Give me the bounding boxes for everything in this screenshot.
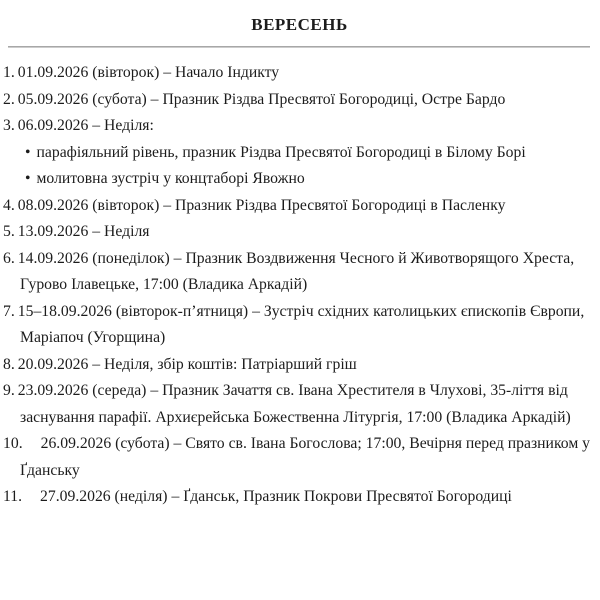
- bullet-item: [3, 140, 592, 167]
- list-item: [3, 60, 592, 87]
- list-item: [3, 87, 592, 114]
- list-item: [3, 193, 592, 220]
- bullet-text: парафіяльний рівень, празник Різдва Пресвятої Богородиці в Білому Борі: [36, 143, 526, 161]
- item-text: 08.09.2026 (вівторок) – Празник Різдва Пресвятої Богородиці в Пасленку: [17, 196, 506, 214]
- title-divider: [8, 46, 590, 48]
- item-number: 5.: [3, 223, 15, 240]
- item-number: 8.: [3, 355, 15, 373]
- item-number: 6.: [3, 249, 15, 267]
- event-list: [3, 60, 596, 511]
- list-item: [3, 299, 592, 352]
- item-text: 15–18.09.2026 (вівторок-п’ятниця) – Зустріч східних католицьких єпископів Європи, Маріапоч (Угорщина): [17, 302, 585, 346]
- item-text: 13.09.2026 – Неділя: [17, 223, 150, 240]
- item-number: 9.: [3, 382, 15, 399]
- list-item: [3, 378, 592, 431]
- list-item: [3, 113, 592, 140]
- list-item: [3, 246, 592, 299]
- list-item: [3, 484, 592, 511]
- item-text: 14.09.2026 (понеділок) – Празник Воздвиження Чесного й Животворящого Хреста, Гурово Ілавецьке, 17:00 (Владика Аркадій): [17, 249, 575, 293]
- item-text: 01.09.2026 (вівторок) – Начало Індикту: [17, 64, 280, 81]
- list-item: [3, 352, 592, 379]
- item-text: 27.09.2026 (неділя) – Ґданськ, Празник Покрови Пресвятої Богородиці: [40, 488, 512, 505]
- item-number: 2.: [3, 90, 15, 108]
- item-text: 06.09.2026 – Неділя:: [17, 117, 154, 134]
- item-text: 23.09.2026 (середа) – Празник Зачаття св. Івана Хрестителя в Члухові, 35-ліття від заснування парафії. Архиєрейська Божественна Літургія, 17:00 (Владика Аркадій): [17, 382, 571, 426]
- item-number: 3.: [3, 117, 15, 134]
- item-number: 7.: [3, 302, 15, 320]
- bullet-item: [3, 166, 592, 193]
- item-number: 1.: [3, 64, 15, 81]
- item-text: 05.09.2026 (субота) – Празник Різдва Пресвятої Богородиці, Остре Бардо: [17, 90, 506, 108]
- item-number: 10.: [3, 435, 23, 452]
- bullet-icon: •: [25, 170, 31, 187]
- item-text: 26.09.2026 (субота) – Свято св. Івана Богослова; 17:00, Вечірня перед празником у Ґданську: [20, 435, 591, 479]
- item-number: 11.: [3, 488, 23, 505]
- item-text: 20.09.2026 – Неділя, збір коштів: Патріарший гріш: [17, 355, 357, 373]
- list-item: [3, 219, 592, 246]
- list-item: [3, 431, 592, 484]
- bullet-text: молитовна зустріч у концтаборі Явожно: [36, 170, 305, 187]
- page-title: ВЕРЕСЕНЬ: [251, 15, 348, 34]
- bullet-icon: •: [25, 143, 31, 161]
- item-number: 4.: [3, 196, 15, 214]
